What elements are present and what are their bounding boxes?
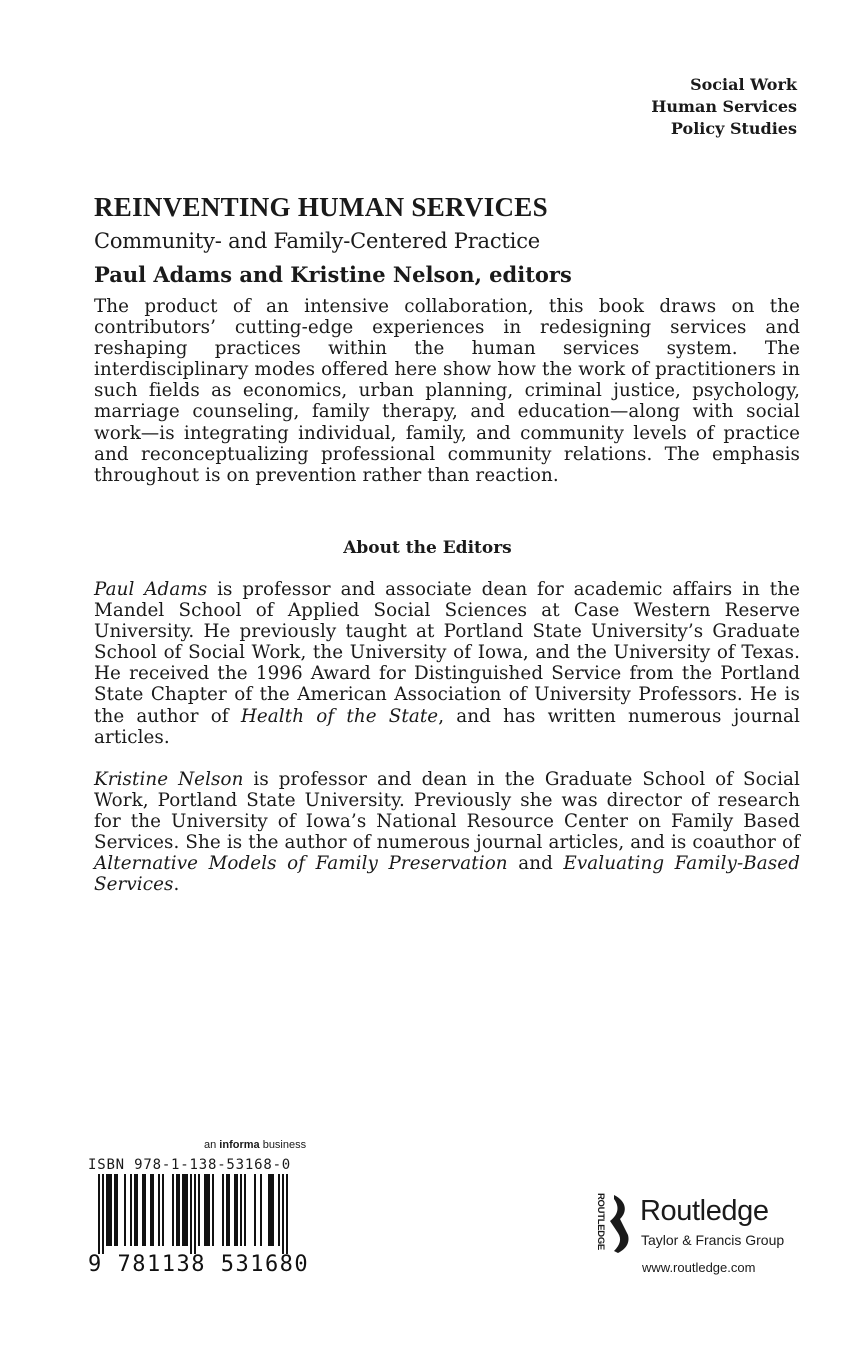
- editor-bio-adams: [94, 579, 800, 748]
- isbn-label: ISBN 978-1-138-53168-0: [88, 1157, 292, 1173]
- barcode-bar: [194, 1174, 196, 1254]
- book-description: The product of an intensive collaboration, this book draws on the contributors’ cutting-edge experiences in redesigning services and reshaping practices within the human services system. The interdisciplinary modes offered here show how the work of practitioners in such fields as economics, urban planning, criminal justice, psychology, marriage counseling, family therapy, and education—along with social work—is integrating individual, family, and community levels of practice and reconceptualizing professional community relations. The emphasis throughout is on prevention rather than reaction.: [94, 296, 800, 486]
- barcode-bar: [176, 1174, 178, 1246]
- publisher-name: Routledge: [640, 1195, 769, 1227]
- barcode-bar: [186, 1174, 188, 1246]
- barcode-bar: [114, 1174, 116, 1246]
- barcode-bar: [142, 1174, 144, 1246]
- barcode-bar: [222, 1174, 224, 1246]
- barcode-bar: [268, 1174, 270, 1246]
- editor-name: Paul Adams: [94, 579, 208, 600]
- subject-category: Social Work: [690, 75, 797, 94]
- barcode-bar: [162, 1174, 164, 1246]
- bio-text: and: [507, 853, 564, 875]
- barcode-bar: [190, 1174, 192, 1254]
- routledge-logo-icon: [584, 1191, 634, 1257]
- barcode-digits: 9 781138 531680: [88, 1252, 310, 1277]
- barcode-bar: [228, 1174, 230, 1246]
- book-subtitle: Community- and Family-Centered Practice: [94, 229, 540, 253]
- barcode-bar: [240, 1174, 242, 1246]
- barcode-bar: [260, 1174, 262, 1246]
- barcode-bar: [178, 1174, 180, 1246]
- book-reference: Alternative Models of Family Preservation: [94, 853, 508, 875]
- barcode-bar: [152, 1174, 154, 1246]
- subject-categories: [497, 74, 797, 140]
- barcode-bar: [134, 1174, 136, 1246]
- barcode-bar: [286, 1174, 288, 1254]
- barcode-bar: [98, 1174, 100, 1254]
- barcode-bar: [282, 1174, 284, 1254]
- barcode-bar: [206, 1174, 208, 1246]
- book-reference: Evaluating Family-Based Services: [94, 853, 800, 896]
- barcode-bar: [106, 1174, 108, 1246]
- barcode-bar: [236, 1174, 238, 1246]
- publisher-group: Taylor & Francis Group: [641, 1232, 785, 1248]
- barcode-bar: [182, 1174, 184, 1246]
- barcode-bar: [234, 1174, 236, 1246]
- barcode-bar: [226, 1174, 228, 1246]
- barcode-bar: [204, 1174, 206, 1246]
- book-title: REINVENTING HUMAN SERVICES: [94, 192, 548, 222]
- book-editors: Paul Adams and Kristine Nelson, editors: [94, 262, 572, 287]
- barcode-bar: [198, 1174, 200, 1246]
- barcode-bar: [116, 1174, 118, 1246]
- barcode-bar: [244, 1174, 246, 1246]
- routledge-vertical-text: ROUTLEDGE: [595, 1193, 606, 1250]
- barcode-bar: [272, 1174, 274, 1246]
- bio-text: .: [173, 874, 180, 896]
- editor-bio-nelson: [94, 769, 800, 896]
- barcode-bar: [150, 1174, 152, 1246]
- barcode-bar: [124, 1174, 126, 1246]
- informa-brand: informa: [219, 1139, 260, 1151]
- bio-text: is professor and dean in the Graduate School of Social Work, Portland State University. Previously she was director of research for the University of Iowa’s National Resource Center on Family Based Services. She is the author of numerous journal articles, and is coauthor of: [94, 769, 800, 854]
- barcode: [88, 1174, 296, 1254]
- barcode-bar: [212, 1174, 214, 1246]
- barcode-bar: [136, 1174, 138, 1246]
- subject-category: Policy Studies: [670, 119, 797, 138]
- barcode-bar: [158, 1174, 160, 1246]
- about-editors-heading: About the Editors: [343, 538, 512, 558]
- subject-category: Human Services: [651, 97, 797, 116]
- editor-name: Kristine Nelson: [94, 769, 244, 790]
- barcode-bar: [108, 1174, 110, 1246]
- barcode-bar: [208, 1174, 210, 1246]
- bio-text: is professor and associate dean for academic affairs in the Mandel School of Applied Social Sciences at Case Western Reserve University. He previously taught at Portland State University’s Graduate School of Social Work, the University of Iowa, and the University of Texas. He received the 1996 Award for Distinguished Service from the Portland State Chapter of the American Association of University Professors. He is the author of: [94, 579, 800, 727]
- barcode-bar: [144, 1174, 146, 1246]
- barcode-bar: [278, 1174, 280, 1246]
- informa-business-tag: an informa business: [204, 1139, 307, 1151]
- barcode-bar: [130, 1174, 132, 1246]
- barcode-bar: [110, 1174, 112, 1246]
- publisher-url[interactable]: www.routledge.com: [642, 1260, 756, 1275]
- book-reference: Health of the State: [240, 705, 439, 727]
- barcode-bar: [172, 1174, 174, 1246]
- barcode-bar: [102, 1174, 104, 1254]
- barcode-bar: [270, 1174, 272, 1246]
- barcode-bar: [184, 1174, 186, 1246]
- barcode-bar: [254, 1174, 256, 1246]
- bio-text: , and has written numerous journal articles.: [94, 705, 801, 748]
